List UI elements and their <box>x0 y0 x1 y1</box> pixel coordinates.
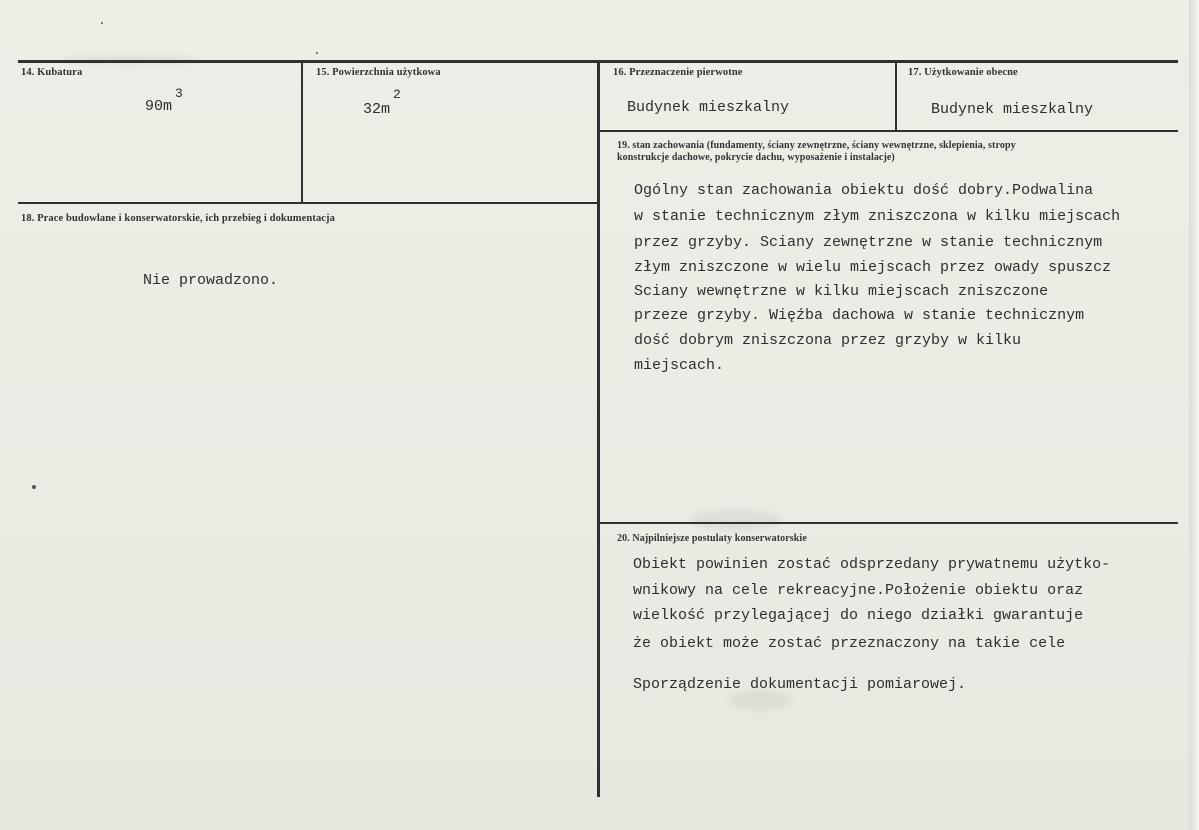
stan-label-line1: 19. stan zachowania (fundamenty, ściany zewnętrzne, ściany wewnętrzne, sklepienia, stropy <box>617 140 1016 151</box>
stan-line: przeze grzyby. Więźba dachowa w stanie technicznym <box>634 307 1085 324</box>
kubatura-value: 90m <box>145 98 173 115</box>
postulaty-label: 20. Najpilniejsze postulaty konserwatorskie <box>617 533 807 544</box>
divider-16-17 <box>895 62 897 130</box>
rule-above-18 <box>18 202 598 204</box>
postulaty-line: Sporządzenie dokumentacji pomiarowej. <box>633 676 967 693</box>
stan-line: dość dobrym zniszczona przez grzyby w kilku <box>634 332 1022 349</box>
powierzchnia-superscript: 2 <box>393 87 401 102</box>
stan-line: Sciany wewnętrzne w kilku miejscach zniszczone <box>634 283 1049 300</box>
stan-label-line2: konstrukcje dachowe, pokrycie dachu, wyposażenie i instalacje) <box>617 152 895 163</box>
speck <box>101 22 103 24</box>
center-divider <box>597 62 600 797</box>
postulaty-line: że obiekt może zostać przeznaczony na takie cele <box>633 635 1066 652</box>
smudge <box>690 510 780 530</box>
page-edge <box>1189 0 1199 830</box>
uzytkowanie-value: Budynek mieszkalny <box>931 101 1094 118</box>
postulaty-line: wielkość przylegającej do niego działki gwarantuje <box>633 607 1084 624</box>
postulaty-line: wnikowy na cele rekreacyjne.Położenie obiektu oraz <box>633 582 1084 599</box>
przeznaczenie-value: Budynek mieszkalny <box>627 99 790 116</box>
speck <box>32 485 36 489</box>
kubatura-label: 14. Kubatura <box>21 67 83 78</box>
rule-above-20 <box>600 522 1178 524</box>
stan-line: miejscach. <box>634 357 725 374</box>
prace-value: Nie prowadzono. <box>143 272 279 289</box>
smudge <box>730 690 790 710</box>
stan-line: złym zniszczone w wielu miejscach przez owady spuszcz <box>634 259 1112 276</box>
speck <box>316 52 318 54</box>
uzytkowanie-label: 17. Użytkowanie obecne <box>908 67 1018 78</box>
stan-line: Ogólny stan zachowania obiektu dość dobry.Podwalina <box>634 182 1094 199</box>
powierzchnia-value: 32m <box>363 101 391 118</box>
powierzchnia-label: 15. Powierzchnia użytkowa <box>316 67 441 78</box>
stan-line: w stanie technicznym złym zniszczona w kilku miejscach <box>634 208 1121 225</box>
przeznaczenie-label: 16. Przeznaczenie pierwotne <box>613 67 743 78</box>
rule-above-19 <box>600 130 1178 132</box>
divider-14-15 <box>301 62 303 204</box>
stan-line: przez grzyby. Sciany zewnętrzne w stanie technicznym <box>634 234 1103 251</box>
postulaty-line: Obiekt powinien zostać odsprzedany prywatnemu użytko- <box>633 556 1111 573</box>
prace-label: 18. Prace budowlane i konserwatorskie, ich przebieg i dokumentacja <box>21 213 336 224</box>
kubatura-superscript: 3 <box>175 86 183 101</box>
